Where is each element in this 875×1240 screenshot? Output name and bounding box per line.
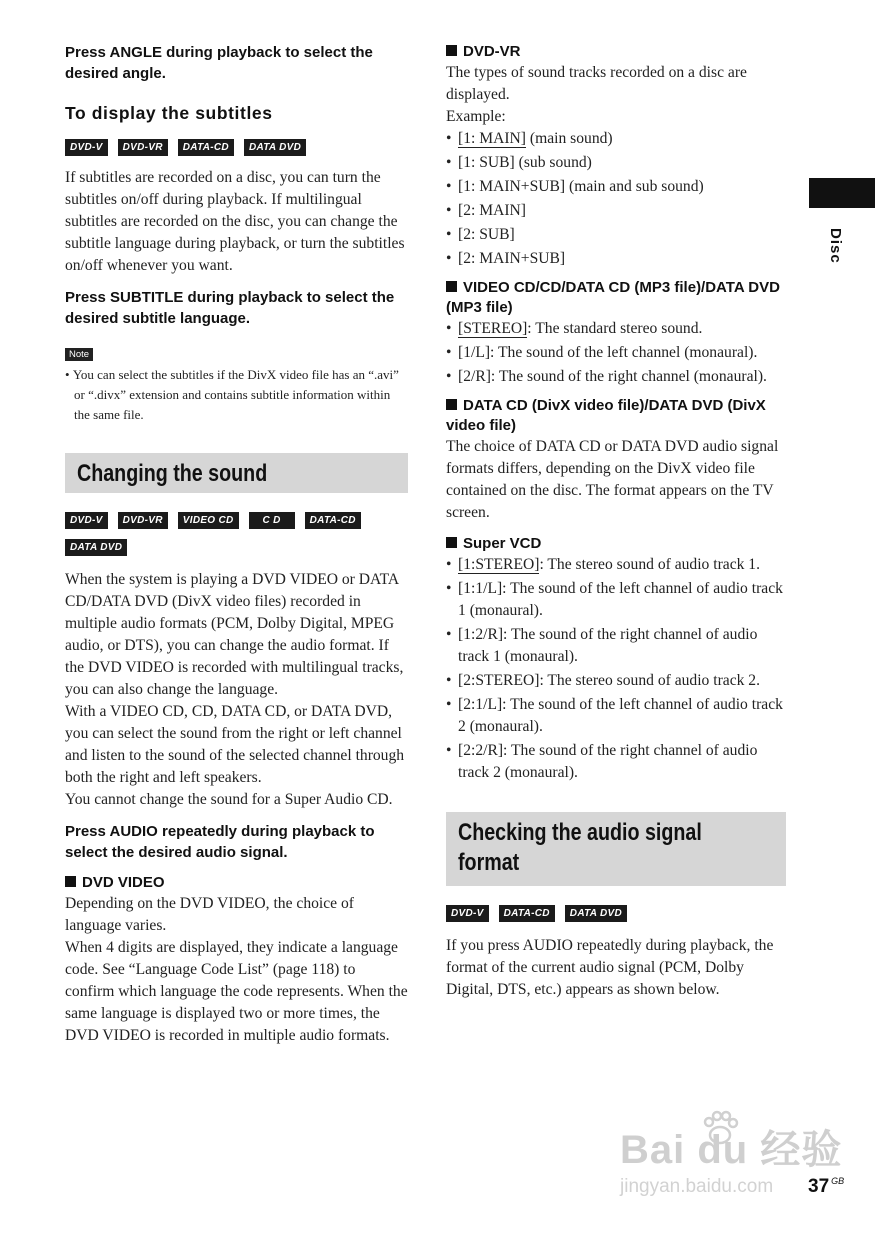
- dvd-video-paragraph-1: Depending on the DVD VIDEO, the choice of language varies.: [65, 895, 354, 934]
- sound-paragraph-1: When the system is playing a DVD VIDEO or DATA CD/DATA DVD (DivX video files) recorded in multiple audio formats (PCM, Dolby Digital, MPEG audio, or DTS), you can change the audio format. If the DVD VIDEO is recorded with multilingual tracks, you can also change the language.: [65, 571, 404, 698]
- square-bullet-icon: [446, 399, 457, 410]
- badge-dvd-vr: DVD-VR: [118, 139, 168, 156]
- divx-heading: DATA CD (DivX video file)/DATA DVD (DivX video file): [446, 397, 766, 434]
- square-bullet-icon: [446, 281, 457, 292]
- watermark-url: jingyan.baidu.com: [620, 1176, 774, 1197]
- square-bullet-icon: [446, 537, 457, 548]
- square-bullet-icon: [65, 876, 76, 887]
- page-number: 37 $^{GB}$: [808, 1176, 845, 1197]
- audio-instruction: Press AUDIO repeatedly during playback to select the desired audio signal.: [65, 823, 375, 861]
- subtitles-paragraph: If subtitles are recorded on a disc, you can turn the subtitles on/off during playback. If multilingual subtitles are recorded on the disc, you can change the subtitle language during playback, or turn the subtitles on/off whenever you want.: [65, 169, 405, 274]
- left-column: [65, 42, 408, 1047]
- badge-dvd-v: DVD-V: [446, 905, 489, 922]
- dvd-video-paragraph-2: When 4 digits are displayed, they indicate a language code. See “Language Code List” (page 118) to confirm which language the code represents. When the same language is displayed two or more times, the DVD VIDEO is recorded in multiple audio formats.: [65, 939, 408, 1044]
- divx-paragraph: The choice of DATA CD or DATA DVD audio signal formats differs, depending on the DivX video file contained on the disc. The format appears on the TV screen.: [446, 438, 779, 521]
- list-item: • [1: MAIN] (main sound): [446, 130, 613, 147]
- badge-video-cd: VIDEO CD: [178, 512, 239, 529]
- list-item: • [2: SUB]: [446, 226, 515, 243]
- subtitle-instruction: Press SUBTITLE during playback to select the desired subtitle language.: [65, 289, 395, 327]
- list-item: • [1: SUB] (sub sound): [446, 154, 592, 171]
- subtitles-heading: To display the subtitles: [65, 103, 273, 123]
- badge-data-cd: DATA-CD: [178, 139, 234, 156]
- subtitles-badges: [65, 139, 408, 156]
- badge-data-cd: DATA-CD: [499, 905, 555, 922]
- example-label: Example:: [446, 108, 506, 125]
- vcd-list: [446, 318, 791, 388]
- right-column: [446, 42, 791, 1001]
- list-item: • [1:STEREO]: The stereo sound of audio track 1.: [446, 556, 761, 573]
- list-item: • [1: MAIN+SUB] (main and sub sound): [446, 178, 704, 195]
- sound-badges: [65, 512, 385, 556]
- badge-dvd-vr: DVD-VR: [118, 512, 168, 529]
- badge-cd: C D: [249, 512, 295, 529]
- dvd-vr-heading: DVD-VR: [446, 42, 791, 62]
- note-label: Note: [65, 348, 93, 361]
- note-text: • You can select the subtitles if the DivX video file has an “.avi” or “.divx” extension and contains subtitle information within the same file.: [65, 367, 399, 422]
- list-item: • [2:STEREO]: The stereo sound of audio track 2.: [446, 672, 761, 689]
- side-tab-marker: [809, 178, 875, 208]
- list-item: • [1:1/L]: The sound of the left channel of audio track 1 (monaural).: [446, 580, 783, 619]
- super-vcd-heading: Super VCD: [446, 534, 791, 554]
- badge-data-cd: DATA-CD: [305, 512, 361, 529]
- badge-dvd-v: DVD-V: [65, 512, 108, 529]
- section-title-checking-audio: Checking the audio signal format: [446, 812, 786, 886]
- section-title-changing-sound: Changing the sound: [65, 453, 408, 493]
- note-block: [65, 344, 408, 425]
- angle-instruction: Press ANGLE during playback to select the desired angle.: [65, 44, 373, 82]
- super-vcd-list: [446, 554, 791, 784]
- dvd-vr-list: [446, 128, 791, 270]
- list-item: • [2: MAIN+SUB]: [446, 250, 566, 267]
- list-item: • [2:1/L]: The sound of the left channel of audio track 2 (monaural).: [446, 696, 783, 735]
- check-paragraph: If you press AUDIO repeatedly during playback, the format of the current audio signal (PCM, Dolby Digital, DTS, etc.) appears as shown below.: [446, 937, 774, 998]
- list-item: • [1/L]: The sound of the left channel (monaural).: [446, 344, 758, 361]
- badge-dvd-v: DVD-V: [65, 139, 108, 156]
- badge-data-dvd: DATA DVD: [565, 905, 627, 922]
- dvd-video-heading: DVD VIDEO: [65, 873, 408, 893]
- watermark-text: Bai du 经验: [620, 1128, 843, 1172]
- sound-paragraph-3: You cannot change the sound for a Super Audio CD.: [65, 791, 393, 808]
- vcd-heading: VIDEO CD/CD/DATA CD (MP3 file)/DATA DVD (MP3 file): [446, 279, 780, 316]
- badge-data-dvd: DATA DVD: [244, 139, 306, 156]
- list-item: • [STEREO]: The standard stereo sound.: [446, 320, 703, 337]
- sound-paragraph-2: With a VIDEO CD, CD, DATA CD, or DATA DVD, you can select the sound from the right or left channel and listen to the sound of the selected channel through both the right and left speakers.: [65, 703, 405, 786]
- dvd-vr-paragraph: The types of sound tracks recorded on a disc are displayed.: [446, 64, 747, 103]
- square-bullet-icon: [446, 45, 457, 56]
- list-item: • [2:2/R]: The sound of the right channel of audio track 2 (monaural).: [446, 742, 758, 781]
- badge-data-dvd: DATA DVD: [65, 539, 127, 556]
- list-item: • [2/R]: The sound of the right channel (monaural).: [446, 368, 767, 385]
- check-badges: [446, 905, 791, 922]
- list-item: • [1:2/R]: The sound of the right channel of audio track 1 (monaural).: [446, 626, 758, 665]
- list-item: • [2: MAIN]: [446, 202, 526, 219]
- side-tab-label: Disc: [827, 228, 844, 264]
